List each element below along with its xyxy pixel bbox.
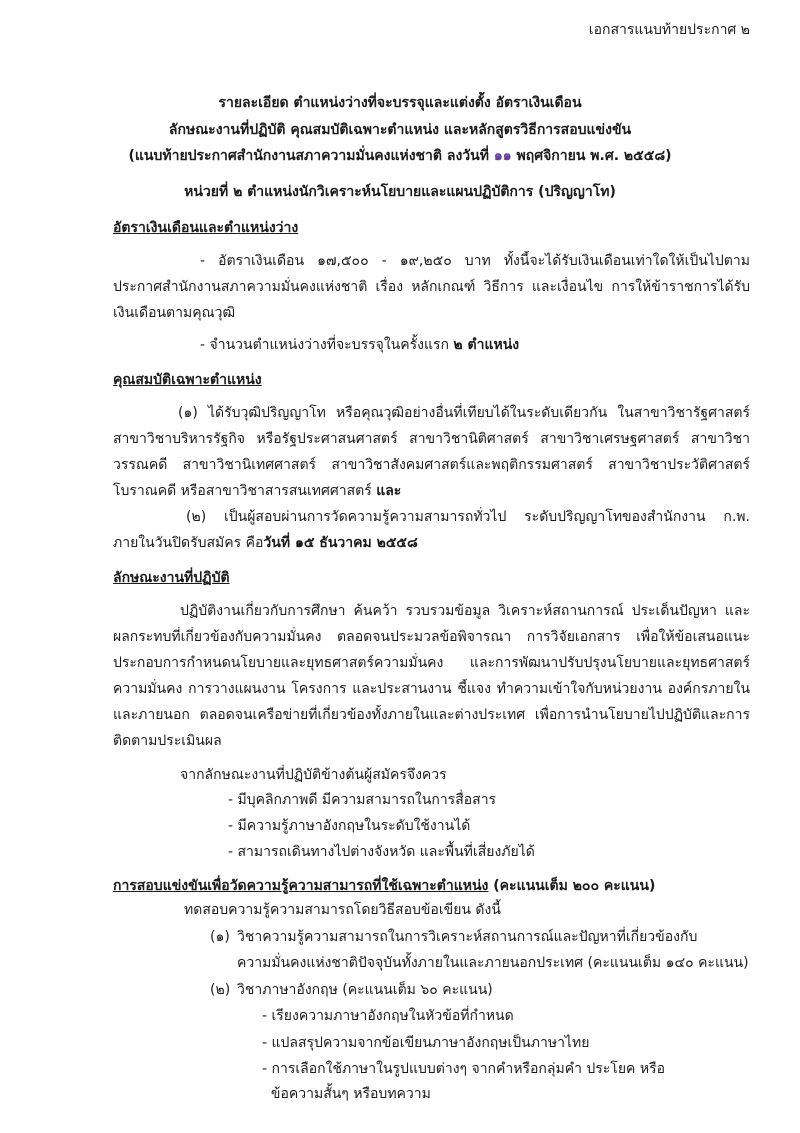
unit-title: หน่วยที่ ๒ ตำแหน่งนักวิเคราะห์นโยบายและแผนปฏิบัติการ (ปริญญาโท)	[184, 184, 616, 200]
qualification-line	[113, 533, 418, 553]
exam-subject-1-line: วิชาความรู้ความสามารถในการวิเคราะห์สถานการณ์และปัญหาที่เกี่ยวข้องกับ	[237, 929, 698, 945]
duties-line: ติดตามประเมินผล	[113, 733, 222, 749]
exam-subject-2-item: - การเลือกใช้ภาษาในรูปแบบต่างๆ จากคำหรือกลุ่มคำ ประโยค หรือ	[262, 1061, 665, 1077]
salary-line: เงินเดือนตามคุณวุฒิ	[113, 305, 236, 321]
qualifications-heading: คุณสมบัติเฉพาะตำแหน่ง	[113, 372, 262, 388]
exam-subject-2-item: - แปลสรุปความจากข้อเขียนภาษาอังกฤษเป็นภาษาไทย	[262, 1035, 590, 1051]
exam-heading	[113, 876, 655, 896]
qualification-and: และ	[376, 483, 402, 499]
qualification-line: สาขาวิชาบริหารรัฐกิจ หรือรัฐประศาสนศาสตร์ สาขาวิชานิติศาสตร์ สาขาวิชาเศรษฐศาสตร์ สาขาวิชา	[113, 431, 750, 447]
exam-subject-2-item: - เรียงความภาษาอังกฤษในหัวข้อที่กำหนด	[262, 1008, 514, 1024]
duties-line: ปฏิบัติงานเกี่ยวกับการศึกษา ค้นคว้า รวบรวมข้อมูล วิเคราะห์สถานการณ์ ประเด็นปัญหา และ	[180, 603, 750, 619]
exam-intro: ทดสอบความรู้ความสามารถโดยวิธีสอบข้อเขียน ดังนี้	[184, 902, 501, 918]
exam-subject-2-title: วิชาภาษาอังกฤษ (คะแนนเต็ม ๖๐ คะแนน)	[237, 982, 493, 998]
closing-date: วันที่ ๑๕ ธันวาคม ๒๕๕๘	[263, 535, 418, 551]
qualification-line: (๒) เป็นผู้สอบผ่านการวัดความรู้ความสามารถทั่วไป ระดับปริญญาโทของสำนักงาน ก.พ.	[186, 509, 750, 525]
duties-line: ผลกระทบที่เกี่ยวข้องกับความมั่นคง ตลอดจนประมวลข้อพิจารณา การวิจัยเอกสาร เพื่อให้ข้อเสนอแนะ	[113, 629, 750, 645]
duties-bullet: - สามารถเดินทางไปต่างจังหวัด และพื้นที่เสี่ยงภัยได้	[228, 844, 535, 860]
exam-subject-2-number: (๒)	[210, 982, 231, 998]
title-line-1: รายละเอียด ตำแหน่งว่างที่จะบรรจุและแต่งตั้ง อัตราเงินเดือน	[218, 95, 582, 111]
title-line-2: ลักษณะงานที่ปฏิบัติ คุณสมบัติเฉพาะตำแหน่ง และหลักสูตรวิธีการสอบแข่งขัน	[168, 122, 632, 138]
duties-bullet: - มีบุคลิกภาพดี มีความสามารถในการสื่อสาร	[228, 792, 497, 808]
exam-subject-1-number: (๑)	[210, 929, 230, 945]
vacancy-count	[200, 335, 519, 355]
title-line-3-b: พฤศจิกายน พ.ศ. ๒๕๕๘)	[511, 148, 672, 164]
qualification-line: (๑) ได้รับวุฒิปริญญาโท หรือคุณวุฒิอย่างอื่นที่เทียบได้ในระดับเดียวกัน ในสาขาวิชารัฐศาสตร์	[178, 405, 750, 421]
exam-heading-text: การสอบแข่งขันเพื่อวัดความรู้ความสามารถที่ใช้เฉพาะตำแหน่ง	[113, 878, 489, 894]
qualification-line	[113, 481, 401, 501]
qualification-line: วรรณคดี สาขาวิชานิเทศศาสตร์ สาขาวิชาสังคมศาสตร์และพฤติกรรมศาสตร์ สาขาวิชาประวัติศาสตร์	[113, 457, 750, 473]
vacancy-text: - จำนวนตำแหน่งว่างที่จะบรรจุในครั้งแรก	[200, 337, 454, 353]
exam-subject-1-line: ความมั่นคงแห่งชาติปัจจุบันทั้งภายในและภายนอกประเทศ (คะแนนเต็ม ๑๔๐ คะแนน)	[237, 955, 749, 971]
exam-subject-2-item: ข้อความสั้นๆ หรือบทความ	[262, 1086, 431, 1102]
salary-heading: อัตราเงินเดือนและตำแหน่งว่าง	[113, 220, 299, 236]
qualification-text: ภายในวันปิดรับสมัคร คือ	[113, 535, 264, 551]
title-line-3	[0, 146, 800, 166]
salary-line: - อัตราเงินเดือน ๑๗,๕๐๐ - ๑๙,๒๕๐ บาท ทั้งนี้จะได้รับเงินเดือนเท่าใดให้เป็นไปตาม	[200, 253, 750, 269]
duties-heading: ลักษณะงานที่ปฏิบัติ	[113, 570, 230, 586]
qualification-text: โบราณคดี หรือสาขาวิชาสารสนเทศศาสตร์	[113, 483, 377, 499]
vacancy-number: ๒ ตำแหน่ง	[453, 337, 520, 353]
salary-line: ประกาศสำนักงานสภาความมั่นคงแห่งชาติ เรื่อง หลักเกณฑ์ วิธีการ และเงื่อนไข การให้ข้าราชการได้รับ	[113, 279, 750, 295]
header-reference: เอกสารแนบท้ายประกาศ ๒	[588, 22, 750, 38]
duties-line: และภายนอก ตลอดจนเครือข่ายที่เกี่ยวข้องทั้งภายในและต่างประเทศ เพื่อการนำนโยบายไปปฏิบัติและการ	[113, 707, 750, 723]
duties-intro: จากลักษณะงานที่ปฏิบัติข้างต้นผู้สมัครจึงควร	[180, 767, 447, 783]
duties-line: ประกอบการกำหนดนโยบายและยุทธศาสตร์ความมั่นคง และการพัฒนาปรับปรุงนโยบายและยุทธศาสตร์	[113, 655, 750, 671]
exam-total-score: (คะแนนเต็ม ๒๐๐ คะแนน)	[488, 878, 656, 894]
duties-bullet: - มีความรู้ภาษาอังกฤษในระดับใช้งานได้	[228, 818, 471, 834]
title-line-3-a: (แนบท้ายประกาศสำนักงานสภาความมั่นคงแห่งชาติ ลงวันที่	[128, 148, 494, 164]
title-day: ๑๑	[493, 148, 512, 164]
duties-line: ความมั่นคง การวางแผนงาน โครงการ และประสานงาน ชี้แจง ทำความเข้าใจกับหน่วยงาน องค์กรภายใน	[113, 681, 750, 697]
